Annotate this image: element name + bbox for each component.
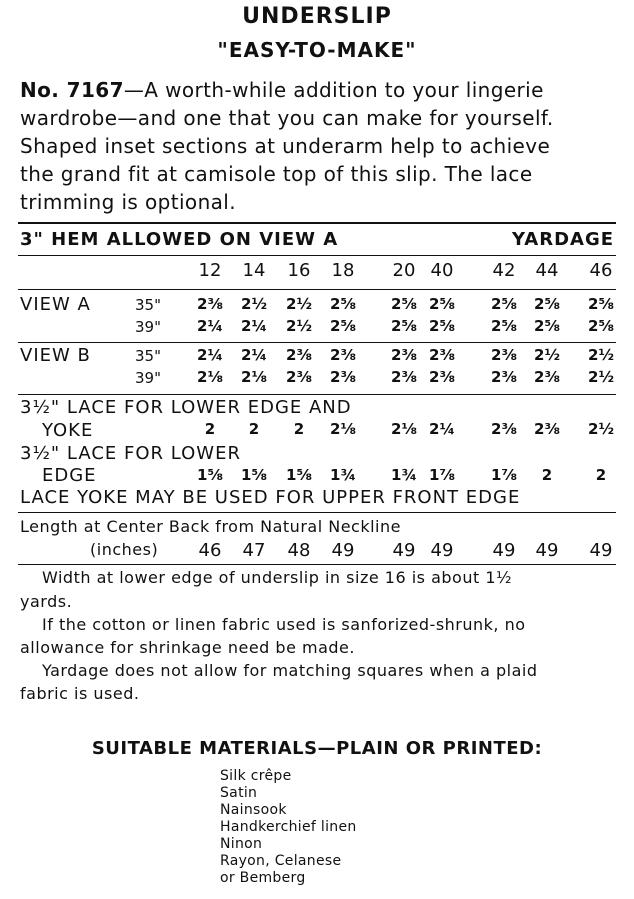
size-header: 20 [392, 260, 416, 281]
yardage-cell: 2⅜ [197, 295, 223, 313]
size-header: 40 [430, 260, 454, 281]
length-cell: 47 [242, 540, 266, 561]
yardage-cell: 2½ [534, 346, 560, 364]
note-line: yards. [20, 592, 73, 611]
size-header: 44 [535, 260, 559, 281]
yardage-cell: 2 [595, 466, 607, 484]
yardage-cell: 2½ [588, 368, 614, 386]
yardage-cell: 1⅞ [429, 466, 455, 484]
intro-line: trimming is optional. [20, 190, 237, 214]
yardage-cell: 2⅜ [491, 420, 517, 438]
size-header: 16 [287, 260, 311, 281]
intro-line: No. 7167—A worth-while addition to your lingerie [20, 78, 544, 102]
yardage-cell: 2⅜ [330, 346, 356, 364]
material-item: Nainsook [220, 802, 287, 818]
yardage-cell: 2⅜ [286, 368, 312, 386]
yardage-cell: 2⅝ [429, 295, 455, 313]
divider [18, 342, 616, 343]
length-cell: 49 [430, 540, 454, 561]
yardage-cell: 2⅝ [391, 295, 417, 313]
length-cell: 49 [392, 540, 416, 561]
yardage-cell: 2⅝ [491, 295, 517, 313]
material-item: Satin [220, 785, 258, 801]
view-b-label: VIEW B [20, 345, 91, 366]
divider [18, 394, 616, 395]
note-line: fabric is used. [20, 684, 140, 703]
size-header: 46 [589, 260, 613, 281]
note-line: allowance for shrinkage need be made. [20, 638, 355, 657]
length-cell: 46 [198, 540, 222, 561]
yardage-cell: 2½ [588, 420, 614, 438]
intro-line: the grand fit at camisole top of this slip. The lace [20, 162, 533, 186]
view-a-label: VIEW A [20, 294, 91, 315]
yardage-cell: 2⅝ [534, 295, 560, 313]
yardage-cell: 2⅜ [534, 420, 560, 438]
yardage-cell: 2⅝ [491, 317, 517, 335]
fabric-width: 35" [135, 296, 161, 314]
size-header: 18 [331, 260, 355, 281]
pattern-number: No. 7167 [20, 78, 124, 102]
length-cell: 48 [287, 540, 311, 561]
yardage-cell: 2⅛ [391, 420, 417, 438]
divider [18, 512, 616, 513]
divider [18, 255, 616, 256]
note-line: Yardage does not allow for matching squares when a plaid [42, 661, 538, 680]
page-subtitle: "EASY-TO-MAKE" [217, 38, 417, 62]
divider [18, 289, 616, 290]
divider [18, 564, 616, 565]
yardage-cell: 2 [204, 420, 216, 438]
length-cell: 49 [535, 540, 559, 561]
yardage-cell: 1⅞ [491, 466, 517, 484]
yardage-cell: 2⅝ [588, 317, 614, 335]
yardage-cell: 2⅝ [534, 317, 560, 335]
note-line: If the cotton or linen fabric used is sanforized-shrunk, no [42, 615, 526, 634]
material-item: or Bemberg [220, 870, 306, 886]
yardage-cell: 2¼ [197, 346, 223, 364]
yardage-cell: 2⅜ [429, 346, 455, 364]
yardage-cell: 1¾ [330, 466, 356, 484]
yardage-cell: 2½ [286, 317, 312, 335]
yardage-cell: 2 [293, 420, 305, 438]
yardage-cell: 2⅜ [491, 368, 517, 386]
yardage-cell: 2⅝ [330, 317, 356, 335]
fabric-width: 39" [135, 369, 161, 387]
yardage-label: YARDAGE [512, 229, 615, 250]
yardage-cell: 2⅝ [391, 317, 417, 335]
yardage-cell: 2⅜ [391, 346, 417, 364]
page-title: UNDERSLIP [242, 4, 392, 29]
yardage-cell: 2¼ [241, 346, 267, 364]
lace-upper-note: LACE YOKE MAY BE USED FOR UPPER FRONT EDGE [20, 487, 521, 508]
lace-lower-label: EDGE [42, 465, 97, 486]
yardage-cell: 2⅛ [197, 368, 223, 386]
intro-line: Shaped inset sections at underarm help to achieve [20, 134, 551, 158]
yardage-cell: 1¾ [391, 466, 417, 484]
yardage-cell: 2⅛ [330, 420, 356, 438]
yardage-cell: 2⅜ [286, 346, 312, 364]
hem-note: 3" HEM ALLOWED ON VIEW A [20, 229, 339, 250]
yardage-cell: 1⅝ [241, 466, 267, 484]
size-header: 42 [492, 260, 516, 281]
fabric-width: 39" [135, 318, 161, 336]
material-item: Silk crêpe [220, 768, 292, 784]
yardage-cell: 2½ [241, 295, 267, 313]
yardage-cell: 2½ [588, 346, 614, 364]
materials-title: SUITABLE MATERIALS—PLAIN OR PRINTED: [91, 738, 543, 759]
size-header: 14 [242, 260, 266, 281]
yardage-cell: 1⅝ [197, 466, 223, 484]
yardage-cell: 2⅜ [429, 368, 455, 386]
yardage-cell: 2¼ [197, 317, 223, 335]
yardage-cell: 2 [248, 420, 260, 438]
yardage-cell: 2⅛ [241, 368, 267, 386]
yardage-cell: 2⅝ [429, 317, 455, 335]
yardage-cell: 2⅜ [491, 346, 517, 364]
lace-yoke-label: 3½" LACE FOR LOWER EDGE AND [20, 397, 352, 418]
lace-yoke-label: YOKE [42, 420, 94, 441]
yardage-cell: 2⅜ [534, 368, 560, 386]
length-label: Length at Center Back from Natural Neckline [20, 517, 401, 536]
divider [18, 222, 616, 224]
yardage-cell: 2¼ [241, 317, 267, 335]
size-header: 12 [198, 260, 222, 281]
lace-lower-label: 3½" LACE FOR LOWER [20, 443, 241, 464]
yardage-cell: 2⅜ [391, 368, 417, 386]
note-line: Width at lower edge of underslip in size 16 is about 1½ [42, 568, 513, 587]
length-unit: (inches) [90, 540, 159, 559]
length-cell: 49 [331, 540, 355, 561]
yardage-cell: 2⅝ [588, 295, 614, 313]
material-item: Ninon [220, 836, 263, 852]
intro-line: wardrobe—and one that you can make for yourself. [20, 106, 554, 130]
yardage-cell: 1⅝ [286, 466, 312, 484]
length-cell: 49 [492, 540, 516, 561]
yardage-cell: 2¼ [429, 420, 455, 438]
fabric-width: 35" [135, 347, 161, 365]
material-item: Rayon, Celanese [220, 853, 342, 869]
material-item: Handkerchief linen [220, 819, 357, 835]
yardage-cell: 2½ [286, 295, 312, 313]
length-cell: 49 [589, 540, 613, 561]
yardage-cell: 2⅜ [330, 368, 356, 386]
yardage-cell: 2 [541, 466, 553, 484]
yardage-cell: 2⅝ [330, 295, 356, 313]
